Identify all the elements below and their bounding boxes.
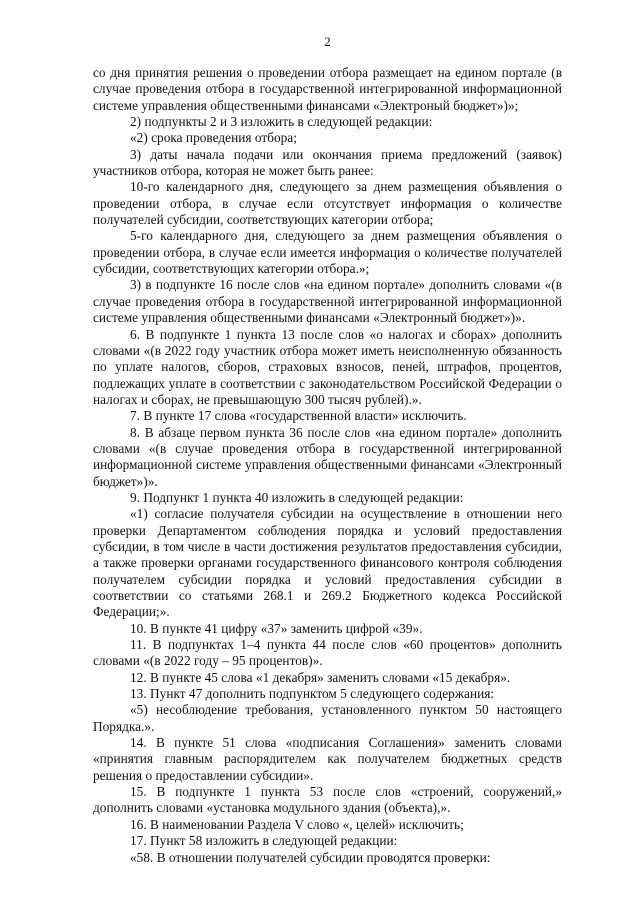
paragraph: 10-го календарного дня, следующего за днем размещения объявления о проведении отбора, в случае если отсутствует информация о количестве получателей субсидии, соответствующих категории отбора; — [93, 179, 562, 228]
paragraph: 16. В наименовании Раздела V слово «, целей» исключить; — [130, 816, 464, 832]
paragraph: 3) в подпункте 16 после слов «на едином портале» дополнить словами «(в случае проведения отбора в государственной интегрированной информационной системе управления общественными финансами «Электронный бюджет»)». — [93, 277, 562, 326]
paragraph: «2) срока проведения отбора; — [130, 130, 297, 146]
paragraph: 7. В пункте 17 слова «государственной власти» исключить. — [130, 408, 467, 424]
page-number: 2 — [324, 34, 331, 49]
paragraph: «58. В отношении получателей субсидии проводятся проверки: — [130, 849, 491, 865]
paragraph: 13. Пункт 47 дополнить подпунктом 5 следующего содержания: — [130, 686, 495, 702]
paragraph: 9. Подпункт 1 пункта 40 изложить в следующей редакции: — [130, 489, 464, 505]
paragraph: 17. Пункт 58 изложить в следующей редакции: — [130, 833, 398, 849]
paragraph: 12. В пункте 45 слова «1 декабря» заменить словами «15 декабря». — [130, 669, 511, 685]
paragraph: со дня принятия решения о проведении отбора размещает на едином портале (в случае проведения отбора в государственной интегрированной информационной системе управления общественными финансами «Электроный бюджет»)»; — [93, 65, 562, 113]
paragraph: 5-го календарного дня, следующего за днем размещения объявления о проведении отбора, в случае если имеется информация о количестве получателей субсидии, соответствующих категории отбора.»; — [93, 228, 562, 277]
document-body — [93, 65, 562, 866]
paragraph: 15. В подпункте 1 пункта 53 после слов «строений, сооружений,» дополнить словами «установка модульного здания (объекта),». — [93, 784, 562, 816]
paragraph: 14. В пункте 51 слова «подписания Соглашения» заменить словами «принятия главным распорядителем как получателем бюджетных средств решения о предоставлении субсидии». — [93, 735, 562, 783]
paragraph: 2) подпункты 2 и 3 изложить в следующей редакции: — [130, 114, 433, 130]
paragraph: 10. В пункте 41 цифру «37» заменить цифрой «39». — [130, 620, 423, 636]
paragraph: «5) несоблюдение требования, установленного пунктом 50 настоящего Порядка.». — [93, 702, 562, 734]
paragraph: 6. В подпункте 1 пункта 13 после слов «о налогах и сборах» дополнить словами «(в 2022 году участник отбора может иметь неисполненную обязанность по уплате налогов, сборов, страховых взносов, пеней, штрафов, процентов, подлежащих уплате в соответствии с законодательством Российской Федерации о налогах и сборах, не превышающую 300 тысяч рублей).». — [93, 326, 562, 407]
paragraph: 11. В подпунктах 1–4 пункта 44 после слов «60 процентов» дополнить словами «(в 2022 году – 95 процентов)». — [93, 637, 562, 669]
paragraph: «1) согласие получателя субсидии на осуществление в отношении него проверки Департаментом соблюдения порядка и условий предоставления субсидии, в том числе в части достижения результатов предоставления субсидии, а также проверки органами государственного финансового контроля соблюдения получателем субсидии порядка и условий предоставления субсидии в соответствии со статьями 268.1 и 269.2 Бюджетного кодекса Российской Федерации;». — [93, 506, 562, 620]
paragraph: 8. В абзаце первом пункта 36 после слов «на едином портале» дополнить словами «(в случае проведения отбора в государственной интегрированной информационной системе управления общественными финансами «Электронный бюджет»)». — [93, 424, 562, 489]
paragraph: 3) даты начала подачи или окончания приема предложений (заявок) участников отбора, которая не может быть ранее: — [93, 146, 562, 179]
